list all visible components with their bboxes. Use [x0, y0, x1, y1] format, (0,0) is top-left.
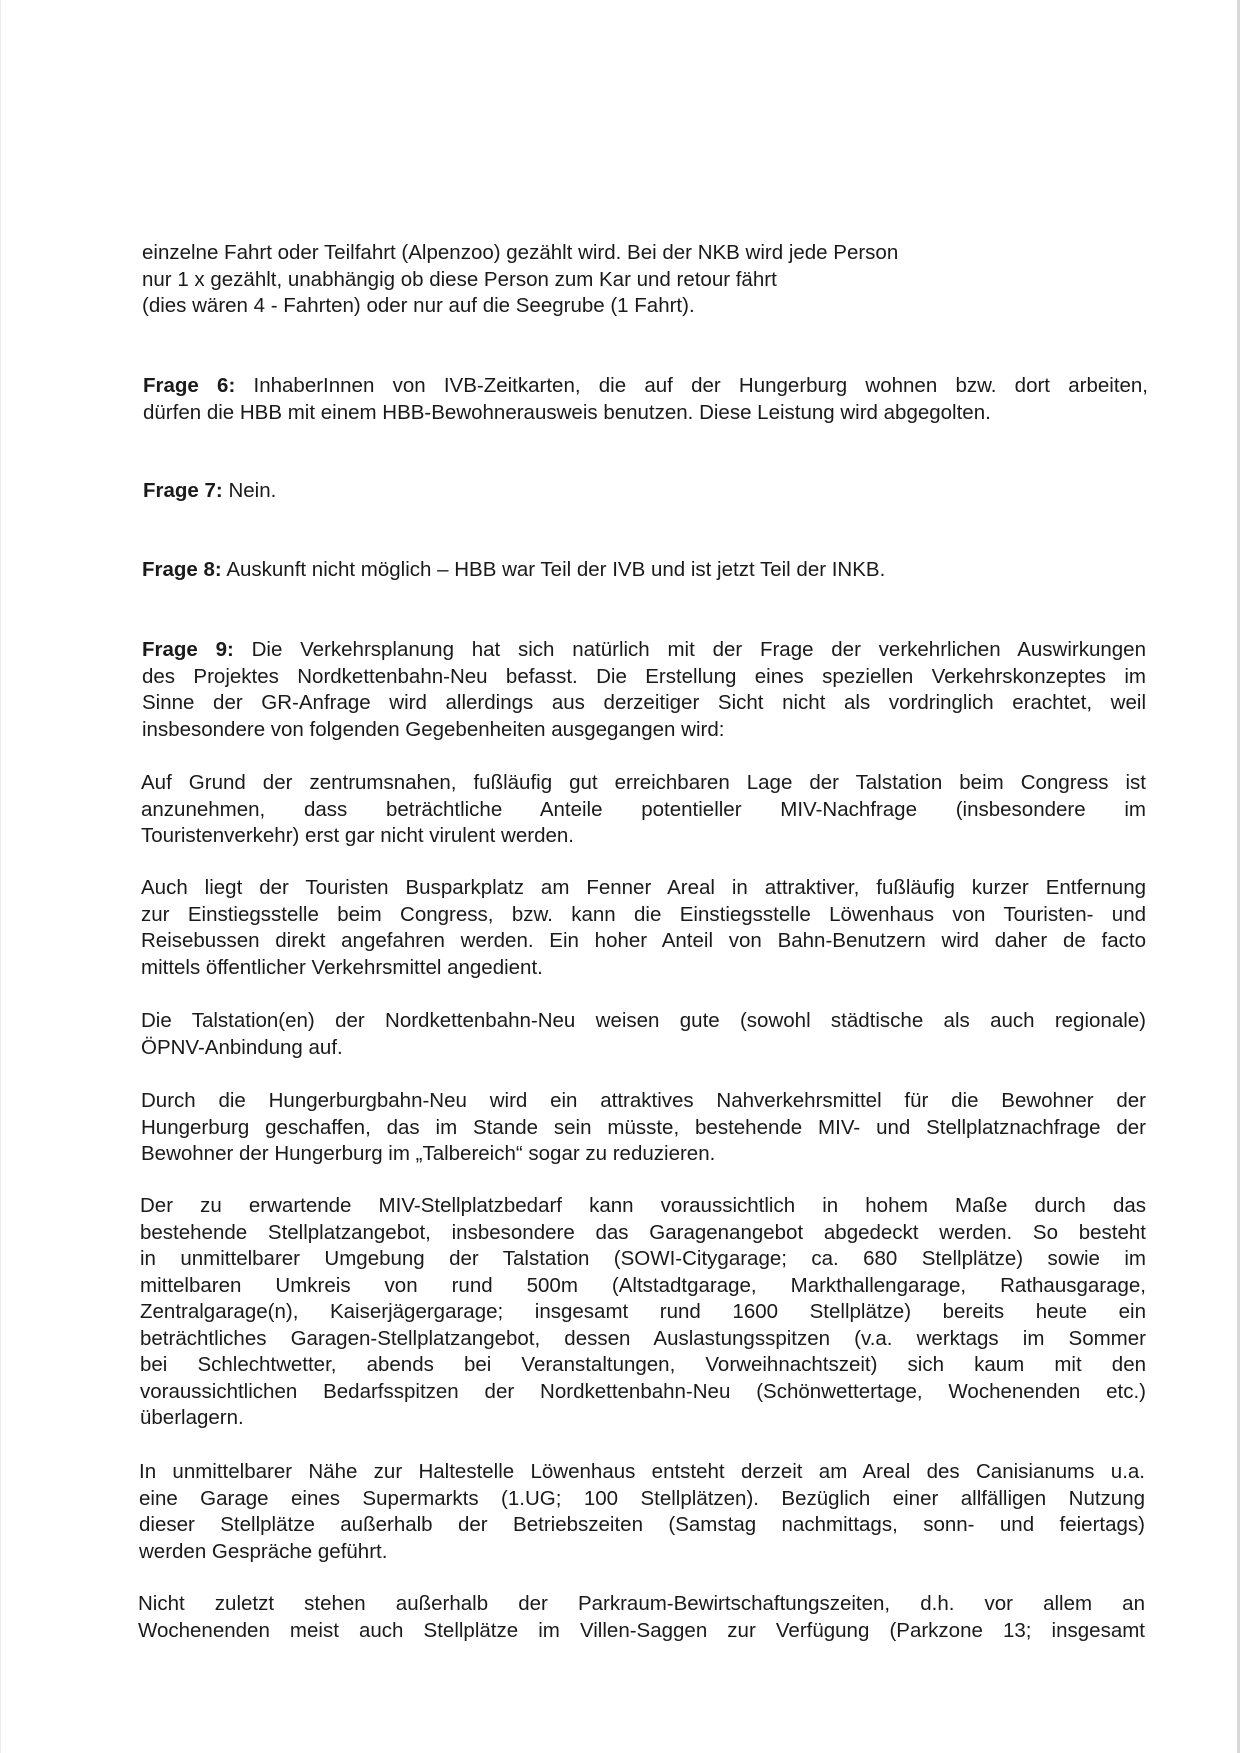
text-line: einzelne Fahrt oder Teilfahrt (Alpenzoo) gezählt wird. Bei der NKB wird jede Person: [142, 241, 899, 264]
text-line: beträchtliches Garagen-Stellplatzangebot, dessen Auslastungsspitzen (v.a. werktags im Sommer: [140, 1326, 1146, 1350]
question-7: [143, 478, 1150, 505]
text-line: Sinne der GR-Anfrage wird allerdings aus derzeitiger Sicht nicht als vordringlich erachtet, weil: [142, 691, 1146, 714]
paragraph-oepnv: [141, 1008, 1146, 1061]
text-line: nur 1 x gezählt, unabhängig ob diese Person zum Kar und retour fährt: [142, 267, 777, 291]
question-8: [142, 557, 1149, 584]
text-line: Durch die Hungerburgbahn-Neu wird ein attraktives Nahverkehrsmittel für die Bewohner der: [141, 1089, 1146, 1112]
text-line: Hungerburg geschaffen, das im Stande sein müsste, bestehende MIV- und Stellplatznachfrage der: [141, 1115, 1146, 1139]
paragraph-hungerburgbahn: [141, 1088, 1146, 1168]
text-line: Frage 8: Auskunft nicht möglich – HBB war Teil der IVB und ist jetzt Teil der INKB.: [142, 558, 886, 581]
question-label: Frage 8:: [142, 558, 222, 581]
text-line: Die Talstation(en) der Nordkettenbahn-Neu weisen gute (sowohl städtische als auch regionale): [141, 1009, 1146, 1032]
text-line: zur Einstiegsstelle beim Congress, bzw. kann die Einstiegsstelle Löwenhaus von Touristen- und: [141, 902, 1146, 926]
paragraph-busparkplatz: [141, 875, 1146, 981]
text-line: voraussichtlichen Bedarfsspitzen der Nordkettenbahn-Neu (Schönwettertage, Wochenenden etc.): [140, 1379, 1146, 1403]
paragraph-villen-saggen: [138, 1591, 1145, 1644]
question-label: Frage 6:: [143, 374, 236, 397]
text-line: überlagern.: [140, 1406, 244, 1429]
text-line: ÖPNV-Anbindung auf.: [141, 1035, 343, 1059]
text-line: (dies wären 4 - Fahrten) oder nur auf die Seegrube (1 Fahrt).: [142, 294, 695, 317]
text-line: In unmittelbarer Nähe zur Haltestelle Löwenhaus entsteht derzeit am Areal des Canisianums u.a.: [139, 1460, 1145, 1483]
paragraph-canisianum: [139, 1459, 1145, 1565]
text-line: insbesondere von folgenden Gegebenheiten ausgegangen wird:: [142, 717, 725, 741]
text-line: dieser Stellplätze außerhalb der Betriebszeiten (Samstag nachmittags, sonn- und feiertags): [139, 1513, 1145, 1536]
question-9: [142, 637, 1146, 743]
scan-edge-left: [0, 0, 1, 1753]
paragraph-talstation: [141, 770, 1146, 850]
text-line: eine Garage eines Supermarkts (1.UG; 100 Stellplätzen). Bezüglich einer allfälligen Nutzung: [139, 1486, 1145, 1510]
text-line: Auch liegt der Touristen Busparkplatz am Fenner Areal in attraktiver, fußläufig kurzer Entfernung: [141, 876, 1146, 899]
question-label: Frage 7:: [143, 479, 223, 502]
text-line: bei Schlechtwetter, abends bei Veranstaltungen, Vorweihnachtszeit) sich kaum mit den: [140, 1353, 1146, 1376]
text-line: Touristenverkehr) erst gar nicht virulent werden.: [141, 824, 574, 847]
text-line: werden Gespräche geführt.: [139, 1539, 388, 1563]
text-line: mittelbaren Umkreis von rund 500m (Altstadtgarage, Markthallengarage, Rathausgarage,: [140, 1273, 1146, 1297]
text-line: des Projektes Nordkettenbahn-Neu befasst. Die Erstellung eines speziellen Verkehrskonzeptes im: [142, 664, 1146, 688]
text-line: mittels öffentlicher Verkehrsmittel angedient.: [141, 955, 543, 979]
text-line: Frage 6: InhaberInnen von IVB-Zeitkarten, die auf der Hungerburg wohnen bzw. dort arbeiten,: [143, 374, 1149, 397]
text-line: Der zu erwartende MIV-Stellplatzbedarf kann voraussichtlich in hohem Maße durch das: [140, 1194, 1146, 1217]
text-line: Zentralgarage(n), Kaiserjägergarage; insgesamt rund 1600 Stellplätze) bereits heute ein: [140, 1300, 1146, 1323]
text-line: bestehende Stellplatzangebot, insbesondere das Garagenangebot abgedeckt werden. So besteht: [140, 1220, 1146, 1244]
intro-paragraph: [142, 240, 1149, 320]
question-6: [143, 373, 1148, 426]
text-line: anzunehmen, dass beträchtliche Anteile potentieller MIV-Nachfrage (insbesondere im: [141, 797, 1146, 821]
text-line: Wochenenden meist auch Stellplätze im Villen-Saggen zur Verfügung (Parkzone 13; insgesamt: [138, 1618, 1145, 1642]
text-line: Nicht zuletzt stehen außerhalb der Parkraum-Bewirtschaftungszeiten, d.h. vor allem an: [138, 1592, 1145, 1615]
text-line: Bewohner der Hungerburg im „Talbereich“ sogar zu reduzieren.: [141, 1142, 716, 1165]
text-line: dürfen die HBB mit einem HBB-Bewohnerausweis benutzen. Diese Leistung wird abgegolten.: [143, 400, 991, 424]
text-line: Frage 9: Die Verkehrsplanung hat sich natürlich mit der Frage der verkehrlichen Auswirkungen: [142, 638, 1146, 661]
text-line: Reisebussen direkt angefahren werden. Ein hoher Anteil von Bahn-Benutzern wird daher de facto: [141, 929, 1146, 952]
paragraph-stellplatzbedarf: [140, 1193, 1146, 1432]
text-line: Frage 7: Nein.: [143, 479, 277, 502]
question-label: Frage 9:: [142, 638, 234, 661]
text-line: in unmittelbarer Umgebung der Talstation (SOWI-Citygarage; ca. 680 Stellplätze) sowie im: [140, 1247, 1146, 1270]
text-line: Auf Grund der zentrumsnahen, fußläufig gut erreichbaren Lage der Talstation beim Congress ist: [141, 771, 1146, 794]
